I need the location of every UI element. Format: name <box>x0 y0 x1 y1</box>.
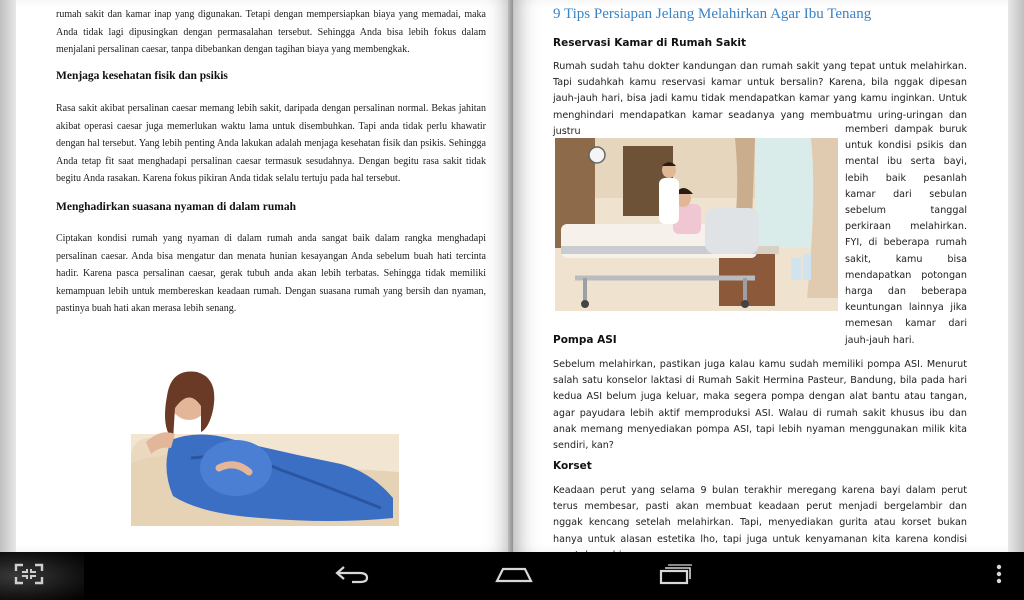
heading-breast-pump: Pompa ASI <box>553 334 617 346</box>
paragraph-room-reservation: Rumah sudah tahu dokter kandungan dan rumah sakit yang tepat untuk melahirkan. Tapi sudahkah kamu reservasi kamar untuk bersalin? Karena, bila nggak dipesan jauh-jauh hari, bisa jadi kamu tidak mendapatkan kamar yang kamu inginkan. Untuk menghindari mendapatkan kamar seadanya yang membuatmu uring-uringan dan justru <box>553 61 967 137</box>
heading-corset: Korset <box>553 460 592 472</box>
left-page[interactable] <box>16 0 512 552</box>
left-paragraph-home: Ciptakan kondisi rumah yang nyaman di dalam rumah anda sangat baik dalam rangka menghadapi persalinan caesar. Anda bisa mengatur dan menata hunian kesayangan Anda sebelum buah hati tercinta hadir. Karena pasca persalinan caesar, gerak tubuh anda akan lebih terbatas. Sehingga tidak memiliki kemampuan lebih untuk membereskan keadaan rumah. Dengan suasana rumah yang bersih dan nyaman, pastinya buah hati akan merasa lebih senang. <box>56 233 486 314</box>
left-paragraph-health: Rasa sakit akibat persalinan caesar memang lebih sakit, daripada dengan persalinan normal. Bekas jahitan akibat operasi caesar juga memerlukan waktu lama untuk disembuhkan. Tapi anda tidak perlu khawatir dengan hal tersebut. Yang lebih penting Anda lakukan adalah menjaga kesehatan fisik dan psikis. Sehingga Anda tetap fit saat menghadapi persalinan caesar termasuk sesudahnya. Dengan begitu rasa sakit tidak begitu Anda rasakan. Karena fokus pikiran Anda tidak selalu tertuju pada hal tersebut. <box>56 103 486 184</box>
fullscreen-button[interactable] <box>4 552 54 600</box>
overflow-menu-button[interactable] <box>984 552 1014 600</box>
back-button[interactable] <box>322 552 382 600</box>
fullscreen-icon <box>14 563 44 590</box>
recent-apps-icon <box>659 563 693 590</box>
hospital-room-photo <box>555 138 838 311</box>
right-page[interactable] <box>513 0 1008 552</box>
home-button[interactable] <box>484 552 544 600</box>
page-stack-right <box>1008 0 1024 552</box>
left-heading-home: Menghadirkan suasana nyaman di dalam rumah <box>56 201 296 213</box>
heading-room-reservation: Reservasi Kamar di Rumah Sakit <box>553 37 747 49</box>
back-icon <box>334 564 370 589</box>
recent-apps-button[interactable] <box>646 552 706 600</box>
left-heading-health: Menjaga kesehatan fisik dan psikis <box>56 70 228 82</box>
paragraph-room-reservation-continued: memberi dampak buruk untuk kondisi psikis dan mental ibu serta bayi, lebih baik pesanlah kamar dari sebulan sebelum tanggal perkiraan melahirkan. FYI, di beberapa rumah sakit, kamu bisa mendapatkan potongan harga dan beberapa keuntungan lainnya jika memesan kamar dari jauh-jauh hari. <box>845 124 967 346</box>
pregnant-woman-photo <box>131 368 399 526</box>
paragraph-breast-pump: Sebelum melahirkan, pastikan juga kalau kamu sudah memiliki pompa ASI. Menurut salah satu konselor laktasi di Rumah Sakit Hermina Pasteur, Bandung, bila pada hari kedua ASI belum juga keluar, maka segera pompa dengan alat bantu atau tangan, agar payudara lebih aktif memproduksi ASI. Walau di rumah sakit khusus ibu dan anak memang menyediakan pompa ASI, tapi lebih nyaman menggunakan milik kita sendiri, kan? <box>553 359 967 452</box>
home-icon <box>495 564 533 589</box>
overflow-menu-icon <box>995 563 1003 590</box>
left-intro-paragraph: rumah sakit dan kamar inap yang digunakan. Tetapi dengan mempersiapkan biaya yang memadai, maka Anda tidak lagi dipusingkan dengan permasalahan tersebut. Sehingga Anda bisa lebih fokus dalam menjalani persalinan caesar, tanpa dibebankan dengan tagihan biaya yang membengkak. <box>56 9 486 55</box>
article-title: 9 Tips Persiapan Jelang Melahirkan Agar Ibu Tenang <box>553 6 872 22</box>
page-stack-left <box>0 0 16 552</box>
paragraph-corset: Keadaan perut yang selama 9 bulan terakhir meregang karena bayi dalam perut terus membesar, pasti akan membuat keadaan perut menjadi bergelambir dan nggak kencang setelah melahirkan. Tapi, menyediakan gurita atau korset bukan hanya untuk alasan estetika lho, tapi juga untuk kenyamanan kita karena kondisi <box>553 485 967 545</box>
